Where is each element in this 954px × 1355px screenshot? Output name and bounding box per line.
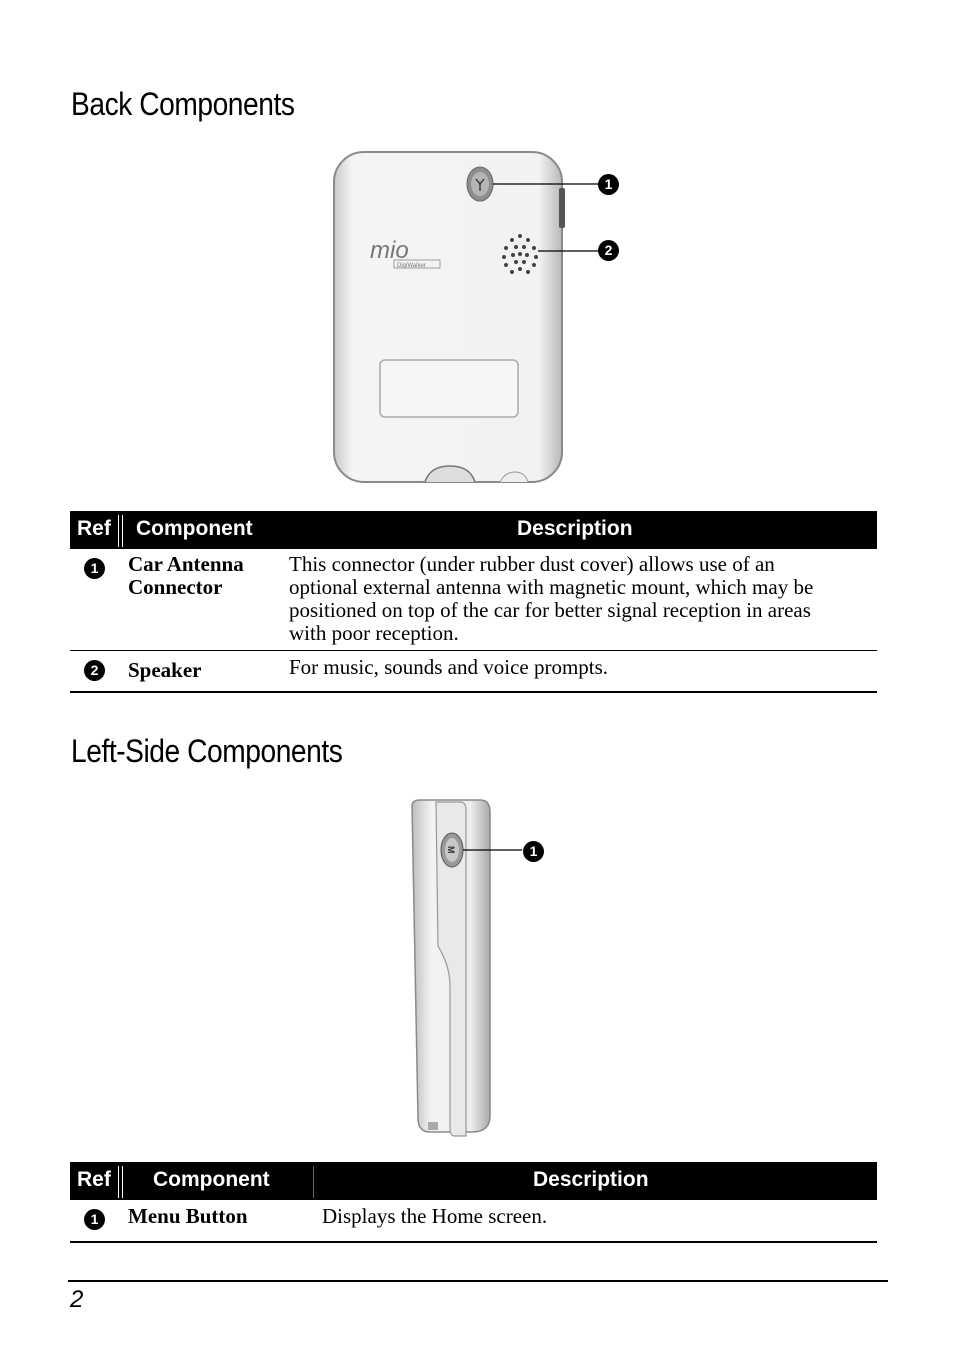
header-description: Description: [533, 1168, 649, 1191]
ref-number: 1: [84, 558, 105, 579]
component-name: Speaker: [128, 658, 202, 682]
component-name: Menu Button: [128, 1204, 248, 1228]
callout-1: 1: [523, 841, 544, 862]
description: For music, sounds and voice prompts.: [289, 655, 609, 679]
table-row: [70, 1200, 877, 1243]
ref-number: 1: [84, 1209, 105, 1230]
footer-rule: [68, 1280, 888, 1282]
callout-2: 2: [598, 240, 619, 261]
callout-1: 1: [598, 174, 619, 195]
section-title-left-side: Left-Side Components: [71, 733, 343, 769]
description: This connector (under rubber dust cover) allows use of an optional external antenna with magnetic mount, which may be positioned on top of the car for better signal reception in areas with poor reception.: [289, 552, 814, 645]
section-title-back: Back Components: [71, 86, 295, 122]
table-header: [70, 511, 877, 549]
description: Displays the Home screen.: [322, 1204, 548, 1228]
device-left-side-illustration: [400, 796, 560, 1144]
component-name: Car Antenna Connector: [128, 552, 244, 599]
back-components-table: [70, 511, 877, 693]
svg-text:M: M: [446, 846, 456, 854]
header-description: Description: [517, 517, 633, 540]
header-component: Component: [136, 517, 253, 540]
header-component: Component: [153, 1168, 270, 1191]
header-ref: Ref: [77, 1168, 111, 1191]
device-back-illustration: [330, 148, 630, 490]
model-badge: DigiWalker: [397, 263, 426, 269]
table-row: [70, 651, 877, 693]
ref-number: 2: [84, 660, 105, 681]
brand-logo: mio: [370, 237, 409, 264]
table-row: [70, 549, 877, 651]
page-number: 2: [70, 1286, 84, 1313]
header-ref: Ref: [77, 517, 111, 540]
table-header: [70, 1162, 877, 1200]
left-side-components-table: [70, 1162, 877, 1243]
